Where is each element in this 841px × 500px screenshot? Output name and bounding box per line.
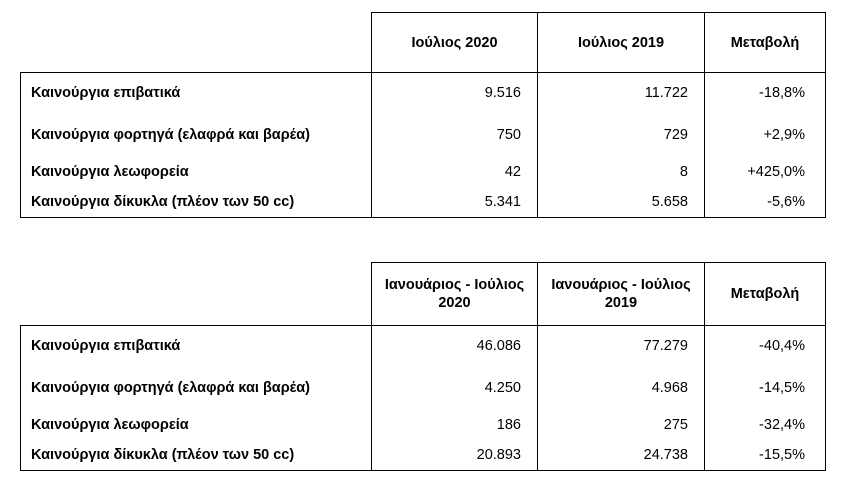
value-current: 186 xyxy=(372,410,538,440)
value-previous: 275 xyxy=(538,410,705,440)
value-change: +2,9% xyxy=(705,113,826,157)
value-change: -40,4% xyxy=(705,326,826,367)
january-july-comparison-table xyxy=(20,262,826,471)
value-change: -18,8% xyxy=(705,73,826,114)
value-previous: 4.968 xyxy=(538,366,705,410)
value-change: -32,4% xyxy=(705,410,826,440)
value-change: -14,5% xyxy=(705,366,826,410)
header-cell-current-period: Ιούλιος 2020 xyxy=(372,13,538,73)
table-row xyxy=(21,440,826,471)
value-current: 5.341 xyxy=(372,187,538,218)
row-label: Καινούργια λεωφορεία xyxy=(21,157,372,187)
value-previous: 77.279 xyxy=(538,326,705,367)
table-row xyxy=(21,326,826,367)
header-cell-previous-period: Ιανουάριος - Ιούλιος 2019 xyxy=(538,263,705,326)
header-cell-empty xyxy=(21,263,372,326)
table-row xyxy=(21,157,826,187)
table-row xyxy=(21,410,826,440)
table-row xyxy=(21,366,826,410)
table-header-row xyxy=(21,263,826,326)
header-cell-change: Μεταβολή xyxy=(705,13,826,73)
row-label: Καινούργια λεωφορεία xyxy=(21,410,372,440)
value-change: +425,0% xyxy=(705,157,826,187)
value-previous: 24.738 xyxy=(538,440,705,471)
value-previous: 8 xyxy=(538,157,705,187)
july-comparison-table xyxy=(20,12,826,218)
value-current: 9.516 xyxy=(372,73,538,114)
row-label: Καινούργια δίκυκλα (πλέον των 50 cc) xyxy=(21,440,372,471)
row-label: Καινούργια επιβατικά xyxy=(21,326,372,367)
value-current: 46.086 xyxy=(372,326,538,367)
row-label: Καινούργια φορτηγά (ελαφρά και βαρέα) xyxy=(21,113,372,157)
value-change: -5,6% xyxy=(705,187,826,218)
row-label: Καινούργια φορτηγά (ελαφρά και βαρέα) xyxy=(21,366,372,410)
table-row xyxy=(21,113,826,157)
value-previous: 5.658 xyxy=(538,187,705,218)
value-change: -15,5% xyxy=(705,440,826,471)
value-previous: 729 xyxy=(538,113,705,157)
value-previous: 11.722 xyxy=(538,73,705,114)
value-current: 20.893 xyxy=(372,440,538,471)
header-cell-change: Μεταβολή xyxy=(705,263,826,326)
table-row xyxy=(21,73,826,114)
row-label: Καινούργια δίκυκλα (πλέον των 50 cc) xyxy=(21,187,372,218)
header-cell-current-period: Ιανουάριος - Ιούλιος 2020 xyxy=(372,263,538,326)
row-label: Καινούργια επιβατικά xyxy=(21,73,372,114)
header-cell-empty xyxy=(21,13,372,73)
table-header-row xyxy=(21,13,826,73)
table-row xyxy=(21,187,826,218)
header-cell-previous-period: Ιούλιος 2019 xyxy=(538,13,705,73)
value-current: 42 xyxy=(372,157,538,187)
value-current: 4.250 xyxy=(372,366,538,410)
value-current: 750 xyxy=(372,113,538,157)
